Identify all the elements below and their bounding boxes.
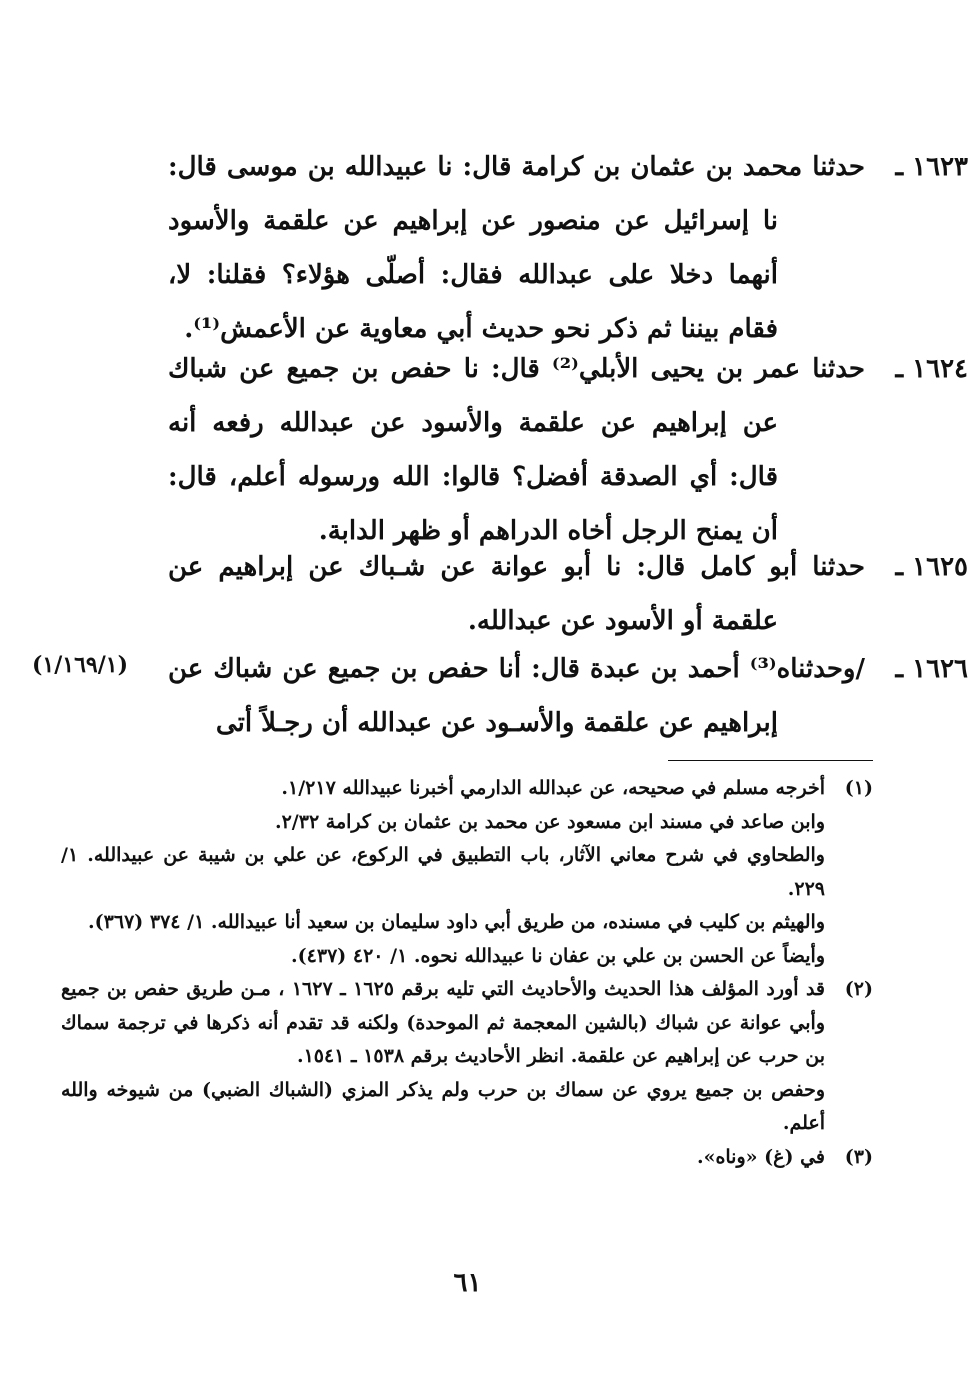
footnote-paragraph: وابن صاعد في مسند ابن مسعود عن محمد بن عثمان بن كرامة ٢/٣٢. <box>274 810 825 833</box>
footnote-1 <box>61 772 873 973</box>
footnote-2 <box>61 973 873 1141</box>
hadith-paragraph: ١٦٢٥ ـحدثنا أبو كامل قال: نا أبو عوانة عن شـباك عن إبراهيم عن علقمة أو الأسود عن عبدالله. <box>168 552 968 636</box>
footnote-paragraph: أخرجه مسلم في صحيحه، عن عبدالله الدارمي أخبرنا عبيدالله ١/٢١٧. <box>281 777 825 799</box>
hadith-paragraph: ١٦٢٣ ـحدثنا محمد بن عثمان بن كرامة قال: نا عبيدالله بن موسى قال: نا إسرائيل عن منصور عن إبراهيم عن علقمة والأسود أنهما دخلا على عبدالله فقال: أصلّى هؤلاء؟ فقلنا: لا، فقام بيننا ثم ذكر نحو حديث أبي معاوية عن الأعمش⁽¹⁾. <box>168 152 968 344</box>
manuscript-margin-reference: (١/١٦٩/١) <box>32 652 128 678</box>
hadith-1624 <box>168 342 968 558</box>
hadith-text: حدثنا عمر بن يحيى الأبلي⁽²⁾ قال: نا حفص بن جميع عن شباك عن إبراهيم عن علقمة والأسود عن عبدالله رفعه أنه قال: أي الصدقة أفضل؟ قالوا: الله ورسوله أعلم، قال: أن يمنح الرجل أخاه الدراهم أو ظهر الدابة. <box>168 354 865 546</box>
footnote-3 <box>61 1141 873 1175</box>
footnote-paragraph: والطحاوي في شرح معاني الآثار، باب التطبيق في الركوع، عن علي بن شيبة عن عبيدالله. ١/ ٢٢٩. <box>61 844 825 900</box>
footnotes <box>61 772 873 1174</box>
page-number: ٦١ <box>453 1268 482 1298</box>
hadith-1626 <box>168 642 968 750</box>
footnote-separator <box>668 760 873 761</box>
footnote-paragraph: وأيضاً عن الحسن بن علي بن عفان نا عبيدالله نحوه. ١/ ٤٢٠ (٤٣٧). <box>291 944 825 967</box>
footnote-paragraph: قد أورد المؤلف هذا الحديث والأحاديث التي تليه برقم ١٦٢٥ ـ ١٦٢٧ ، مـن طريق حفص بن جميع وأبي عوانة عن شباك (بالشين المعجمة ثم الموحدة) ولكنه قد تقدم أنه ذكرها في ترجمة سماك بن حرب عن إبراهيم عن علقمة. انظر الأحاديث برقم ١٥٣٨ ـ ١٥٤١. <box>61 978 826 1067</box>
footnote-mark: (٣) <box>844 1145 873 1168</box>
footnote-mark: (١) <box>844 777 873 799</box>
hadith-text: حدثنا أبو كامل قال: نا أبو عوانة عن شـباك عن إبراهيم عن علقمة أو الأسود عن عبدالله. <box>168 552 865 636</box>
hadith-1623 <box>168 140 968 356</box>
footnote-paragraph: وحفص بن جميع يروي عن سماك بن حرب ولم يذكر المزي (الشباك الضبي) من شيوخه والله أعلم. <box>61 1078 825 1134</box>
hadith-text: حدثنا محمد بن عثمان بن كرامة قال: نا عبيدالله بن موسى قال: نا إسرائيل عن منصور عن إبراهيم عن علقمة والأسود أنهما دخلا على عبدالله فقال: أصلّى هؤلاء؟ فقلنا: لا، فقام بيننا ثم ذكر نحو حديث أبي معاوية عن الأعمش⁽¹⁾. <box>168 152 865 344</box>
hadith-text: /وحدثناه⁽³⁾ أحمد بن عبدة قال: أنا حفص بن جميع عن شباك عن إبراهيم عن علقمة والأسـود عن عبدالله أن رجـلاً أتى <box>168 654 865 738</box>
hadith-1625 <box>168 540 968 648</box>
footnote-paragraph: في (غ) «وناه». <box>696 1145 825 1168</box>
footnote-mark: (٢) <box>844 978 873 1000</box>
footnote-paragraph: والهيثم بن كليب في مسنده، من طريق أبي داود سليمان بن سعيد أنا عبيدالله. ١/ ٣٧٤ (٣٦٧). <box>88 911 825 933</box>
hadith-paragraph: ١٦٢٤ ـحدثنا عمر بن يحيى الأبلي⁽²⁾ قال: نا حفص بن جميع عن شباك عن إبراهيم عن علقمة والأسود عن عبدالله رفعه أنه قال: أي الصدقة أفضل؟ قالوا: الله ورسوله أعلم، قال: أن يمنح الرجل أخاه الدراهم أو ظهر الدابة. <box>168 354 968 546</box>
hadith-paragraph: ١٦٢٦ ـ/وحدثناه⁽³⁾ أحمد بن عبدة قال: أنا حفص بن جميع عن شباك عن إبراهيم عن علقمة والأسـود عن عبدالله أن رجـلاً أتى <box>168 654 968 738</box>
